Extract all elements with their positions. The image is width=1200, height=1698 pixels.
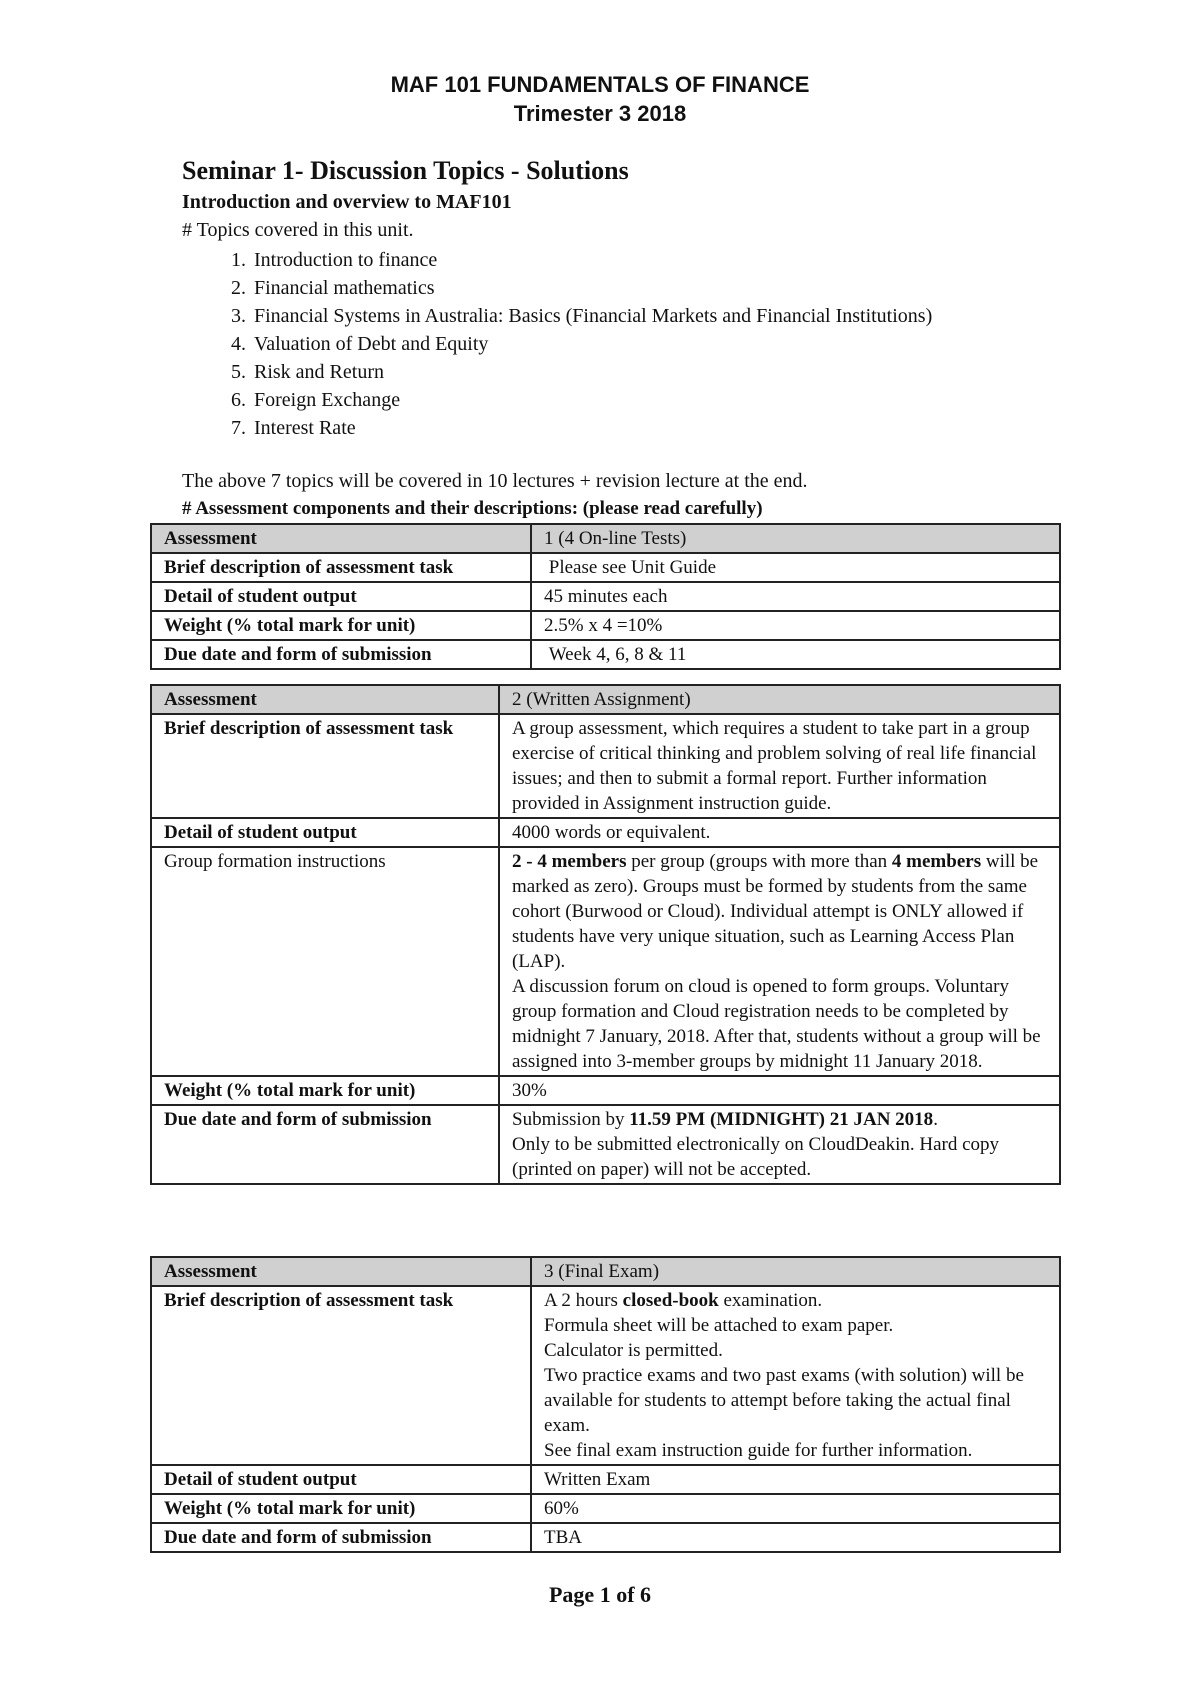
table-cell-label: Due date and form of submission [151, 640, 531, 669]
table-cell-label: Detail of student output [151, 582, 531, 611]
table-row [151, 1494, 1060, 1523]
assessment-3-table [150, 1256, 1061, 1553]
table-row [151, 1286, 1060, 1465]
table-cell-label: Assessment [151, 685, 499, 714]
table-cell-label: Assessment [151, 1257, 531, 1286]
table-cell-value: 30% [499, 1076, 1060, 1105]
topics-list [182, 246, 982, 442]
table-row [151, 1465, 1060, 1494]
table-row [151, 714, 1060, 818]
table-cell-label: Assessment [151, 524, 531, 553]
table-cell-label: Brief description of assessment task [151, 1286, 531, 1465]
list-item [182, 246, 982, 274]
term-title: Trimester 3 2018 [513, 101, 687, 126]
assessment-1-table [150, 523, 1061, 670]
seminar-title: Seminar 1- Discussion Topics - Solutions [182, 156, 629, 185]
page-number: Page 1 of 6 [548, 1582, 652, 1607]
list-number: 3. [231, 305, 246, 327]
list-item [182, 386, 982, 414]
table-row [151, 553, 1060, 582]
table-cell-label: Brief description of assessment task [151, 553, 531, 582]
table-cell-value: TBA [531, 1523, 1060, 1552]
list-text: Financial mathematics [254, 277, 435, 299]
table-row [151, 524, 1060, 553]
table-cell-value: Submission by 11.59 PM (MIDNIGHT) 21 JAN 2018. Only to be submitted electronically on CloudDeakin. Hard copy (printed on paper) will not be accepted. [499, 1105, 1060, 1184]
table-cell-label: Due date and form of submission [151, 1105, 499, 1184]
list-number: 4. [231, 333, 246, 355]
table-row [151, 818, 1060, 847]
table-cell-value: Please see Unit Guide [531, 553, 1060, 582]
table-cell-value: 60% [531, 1494, 1060, 1523]
table-row [151, 1076, 1060, 1105]
table-cell-label: Weight (% total mark for unit) [151, 1494, 531, 1523]
table-cell-label: Detail of student output [151, 1465, 531, 1494]
list-text: Valuation of Debt and Equity [254, 333, 489, 355]
topics-heading: # Topics covered in this unit. [182, 219, 414, 241]
list-text: Foreign Exchange [254, 389, 401, 411]
table-cell-value: Written Exam [531, 1465, 1060, 1494]
table-cell-label: Detail of student output [151, 818, 499, 847]
table-cell-value: 2.5% x 4 =10% [531, 611, 1060, 640]
table-cell-label: Weight (% total mark for unit) [151, 1076, 499, 1105]
list-number: 1. [231, 249, 246, 271]
table-row [151, 640, 1060, 669]
list-item [182, 274, 982, 302]
course-title: MAF 101 FUNDAMENTALS OF FINANCE [390, 72, 810, 97]
table-cell-label: Weight (% total mark for unit) [151, 611, 531, 640]
table-cell-value: A 2 hours closed-book examination. Formula sheet will be attached to exam paper. Calculator is permitted. Two practice exams and two past exams (with solution) will be available for students to attempt before taking the actual final exam. See final exam instruction guide for further information. [531, 1286, 1060, 1465]
table-row [151, 611, 1060, 640]
topics-summary: The above 7 topics will be covered in 10 lectures + revision lecture at the end. [182, 470, 808, 492]
list-number: 7. [231, 417, 246, 439]
table-row [151, 685, 1060, 714]
list-text: Financial Systems in Australia: Basics (Financial Markets and Financial Institutions) [254, 305, 933, 327]
list-text: Risk and Return [254, 361, 384, 383]
table-cell-value: A group assessment, which requires a student to take part in a group exercise of critical thinking and problem solving of real life financial issues; and then to submit a formal report. Further information provided in Assignment instruction guide. [499, 714, 1060, 818]
table-cell-value: 2 (Written Assignment) [499, 685, 1060, 714]
assessment-heading: # Assessment components and their descriptions: (please read carefully) [182, 498, 763, 519]
table-row [151, 1105, 1060, 1184]
table-cell-value: 45 minutes each [531, 582, 1060, 611]
list-text: Introduction to finance [254, 249, 438, 271]
intro-title: Introduction and overview to MAF101 [182, 191, 512, 213]
list-number: 5. [231, 361, 246, 383]
table-cell-value: 2 - 4 members per group (groups with more than 4 members will be marked as zero). Groups must be formed by students from the same cohort (Burwood or Cloud). Individual attempt is ONLY allowed if students have very unique situation, such as Learning Access Plan (LAP). A discussion forum on cloud is opened to form groups. Voluntary group formation and Cloud registration needs to be completed by midnight 7 January, 2018. After that, students without a group will be assigned into 3-member groups by midnight 11 January 2018. [499, 847, 1060, 1076]
assessment-2-table [150, 684, 1061, 1185]
table-row [151, 1523, 1060, 1552]
table-cell-label: Brief description of assessment task [151, 714, 499, 818]
list-item [182, 330, 982, 358]
table-cell-value: 4000 words or equivalent. [499, 818, 1060, 847]
table-cell-value: Week 4, 6, 8 & 11 [531, 640, 1060, 669]
table-row [151, 847, 1060, 1076]
list-number: 6. [231, 389, 246, 411]
table-row [151, 1257, 1060, 1286]
table-cell-label: Group formation instructions [151, 847, 499, 1076]
table-cell-value: 1 (4 On-line Tests) [531, 524, 1060, 553]
list-item [182, 302, 982, 330]
list-item [182, 414, 982, 442]
list-item [182, 358, 982, 386]
list-number: 2. [231, 277, 246, 299]
table-cell-label: Due date and form of submission [151, 1523, 531, 1552]
list-text: Interest Rate [254, 417, 356, 439]
table-row [151, 582, 1060, 611]
table-cell-value: 3 (Final Exam) [531, 1257, 1060, 1286]
